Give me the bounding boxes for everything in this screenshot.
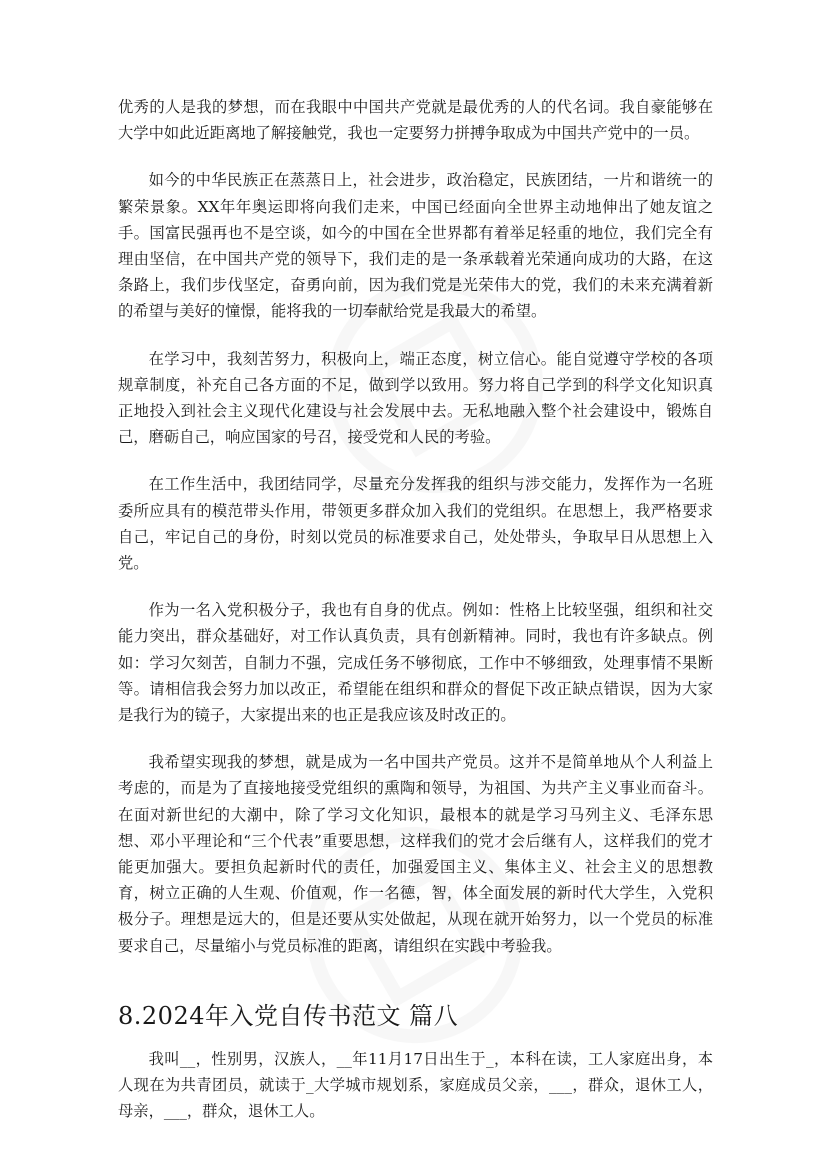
- paragraph-4: 在工作生活中，我团结同学，尽量充分发挥我的组织与涉交能力，发挥作为一名班委所应具有的模范带头作用，带领更多群众加入我们的党组织。在思想上，我严格要求自己，牢记自己的身份，时刻以党员的标准要求自己，处处带头，争取早日从思想上入党。: [118, 475, 713, 573]
- section-heading: 8.2024年入党自传书范文 篇八: [118, 1001, 459, 1030]
- paragraph-3: 在学习中，我刻苦努力，积极向上，端正态度，树立信心。能自觉遵守学校的各项规章制度，补充自己各方面的不足，做到学以致用。努力将自己学到的科学文化知识真正地投入到社会主义现代化建设与社会发展中去。无私地融入整个社会建设中，锻炼自己，磨砺自己，响应国家的号召，接受党和人民的考验。: [118, 349, 713, 447]
- paragraph-7: 我叫__，性别男，汉族人，__年11月17日出生于_，本科在读，工人家庭出身，本人现在为共青团员，就读于_大学城市规划系，家庭成员父亲，___，群众，退休工人，母亲，___，群众，退休工人。: [118, 1049, 713, 1121]
- paragraph-2: 如今的中华民族正在蒸蒸日上，社会进步，政治稳定，民族团结，一片和谐统一的繁荣景象。XX年年奥运即将向我们走来，中国已经面向全世界主动地伸出了她友谊之手。国富民强再也不是空谈，如今的中国在全世界都有着举足轻重的地位，我们完全有理由坚信，在中国共产党的领导下，我们走的是一条承载着光荣通向成功的大路，在这条路上，我们步伐坚定，奋勇向前，因为我们党是光荣伟大的党，我们的未来充满着新的希望与美好的憧憬，能将我的一切奉献给党是我最大的希望。: [118, 171, 713, 321]
- paragraph-1: 优秀的人是我的梦想，而在我眼中中国共产党就是最优秀的人的代名词。我自豪能够在大学中如此近距离地了解接触党，我也一定要努力拼搏争取成为中国共产党中的一员。: [118, 98, 713, 143]
- paragraph-5: 作为一名入党积极分子，我也有自身的优点。例如：性格上比较坚强，组织和社交能力突出，群众基础好，对工作认真负责，具有创新精神。同时，我也有许多缺点。例如：学习欠刻苦，自制力不强，完成任务不够彻底，工作中不够细致，处理事情不果断等。请相信我会努力加以改正，希望能在组织和群众的督促下改正缺点错误，因为大家是我行为的镜子，大家提出来的也正是我应该及时改正的。: [118, 601, 713, 725]
- document-page: [118, 94, 713, 1146]
- paragraph-6: 我希望实现我的梦想，就是成为一名中国共产党员。这并不是简单地从个人利益上考虑的，而是为了直接地接受党组织的熏陶和领导，为祖国、为共产主义事业而奋斗。在面对新世纪的大潮中，除了学习文化知识，最根本的就是学习马列主义、毛泽东思想、邓小平理论和“三个代表”重要思想，这样我们的党才会后继有人，这样我们的党才能更加强大。要担负起新时代的责任，加强爱国主义、集体主义、社会主义的思想教育，树立正确的人生观、价值观，作一名德，智，体全面发展的新时代大学生，入党积极分子。理想是远大的，但是还要从实处做起，从现在就开始努力，以一个党员的标准要求自己，尽量缩小与党员标准的距离，请组织在实践中考验我。: [118, 753, 713, 955]
